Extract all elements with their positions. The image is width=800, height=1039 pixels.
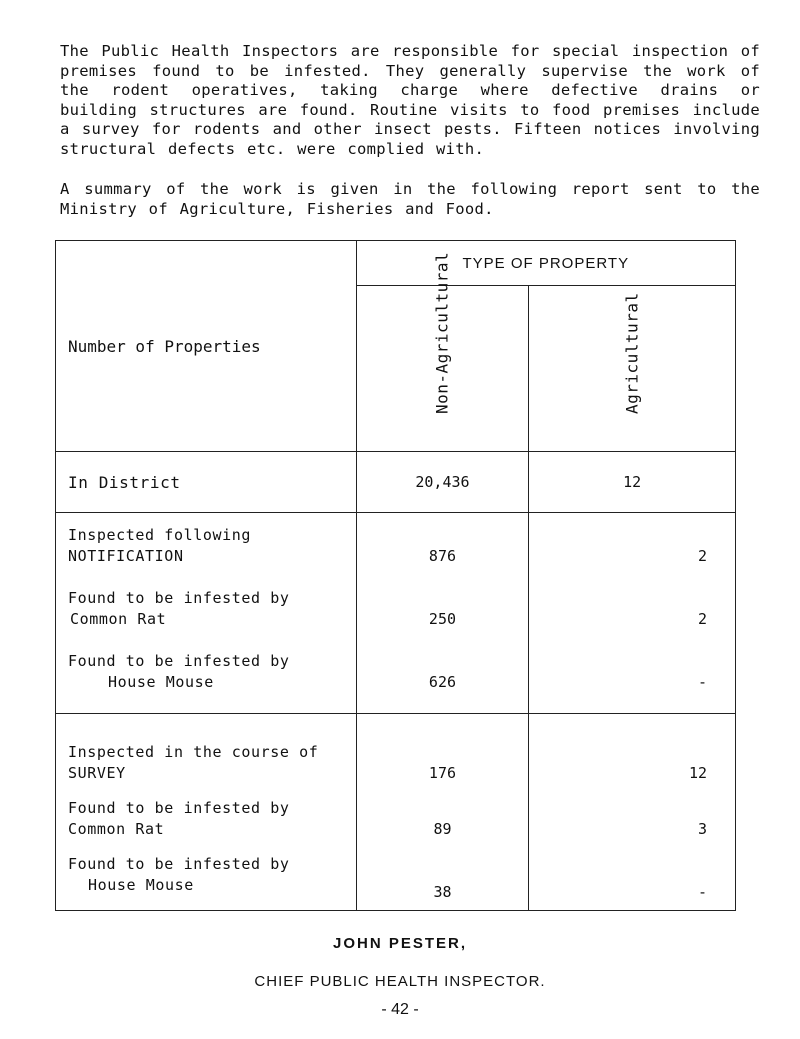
survey-mouse-non-agri-value: 38 (433, 883, 452, 901)
non-agricultural-label: Non-Agricultural (432, 251, 452, 414)
rodent-summary-table (55, 240, 736, 911)
notification-labels (56, 513, 357, 714)
survey-agri-value: 12 (688, 764, 707, 782)
number-of-properties-label: Number of Properties (68, 336, 261, 356)
survey-mouse-agri-value: - (697, 883, 707, 901)
signature-title: CHIEF PUBLIC HEALTH INSPECTOR. (254, 973, 546, 990)
notification-mouse-agri-value: - (697, 673, 707, 691)
summary-paragraph: A summary of the work is given in the following report sent to the Ministry of Agriculture, Fisheries and Food. (60, 180, 760, 218)
in-district-agricultural (529, 452, 736, 513)
signature-name: JOHN PESTER, (332, 935, 468, 952)
in-district-label-cell (56, 452, 357, 513)
notification-row (56, 513, 736, 714)
survey-rat-agri-value: 3 (697, 820, 707, 838)
number-of-properties-header (56, 241, 357, 452)
notification-non-agri-value: 876 (428, 547, 457, 565)
notification-mouse-non-agri-value: 626 (428, 673, 457, 691)
intro-paragraph: The Public Health Inspectors are responsible for special inspection of premises found to be infested. They generally supervise the work of the rodent operatives, taking charge where defective drains or building structures are found. Routine visits to food premises include a survey for rodents and other insect pests. Fifteen notices involving structural defects etc. were complied with. (60, 42, 760, 158)
in-district-non-agricultural-value: 20,436 (415, 473, 470, 491)
notification-mouse-label-line1: Found to be infested by (68, 652, 290, 670)
non-agricultural-column-header (356, 251, 529, 452)
notification-rat-non-agri-value: 250 (428, 610, 457, 628)
notification-rat-agri-value: 2 (697, 610, 707, 628)
survey-label-line1: Inspected in the course of (68, 743, 319, 761)
survey-labels (56, 714, 357, 911)
in-district-non-agricultural (356, 452, 529, 513)
in-district-label: In District (68, 472, 181, 492)
survey-rat-label-line1: Found to be infested by (68, 799, 290, 817)
type-of-property-header (356, 241, 735, 286)
notification-rat-label-line2: Common Rat (70, 610, 167, 628)
survey-rat-non-agri-value: 89 (433, 820, 452, 838)
notification-agricultural (529, 513, 736, 714)
notification-rat-label-line1: Found to be infested by (68, 589, 290, 607)
notification-non-agricultural (356, 513, 529, 714)
in-district-agricultural-value: 12 (623, 473, 642, 491)
notification-mouse-label-line2: House Mouse (108, 673, 214, 691)
survey-non-agri-value: 176 (428, 764, 457, 782)
survey-non-agricultural (356, 714, 529, 911)
notification-agri-value: 2 (697, 547, 707, 565)
survey-rat-label-line2: Common Rat (68, 820, 165, 838)
survey-mouse-label-line2: House Mouse (88, 876, 194, 894)
survey-label-line2: SURVEY (68, 764, 126, 782)
page-number: - 42 - (381, 1001, 419, 1018)
notification-label-line1: Inspected following (68, 526, 251, 544)
notification-label-line2: NOTIFICATION (68, 547, 184, 565)
type-of-property-label: TYPE OF PROPERTY (462, 254, 630, 272)
in-district-row (56, 452, 736, 513)
agricultural-column-header (529, 286, 736, 452)
survey-mouse-label-line1: Found to be infested by (68, 855, 290, 873)
survey-agricultural (529, 714, 736, 911)
survey-row (56, 714, 736, 911)
agricultural-label: Agricultural (622, 292, 642, 414)
